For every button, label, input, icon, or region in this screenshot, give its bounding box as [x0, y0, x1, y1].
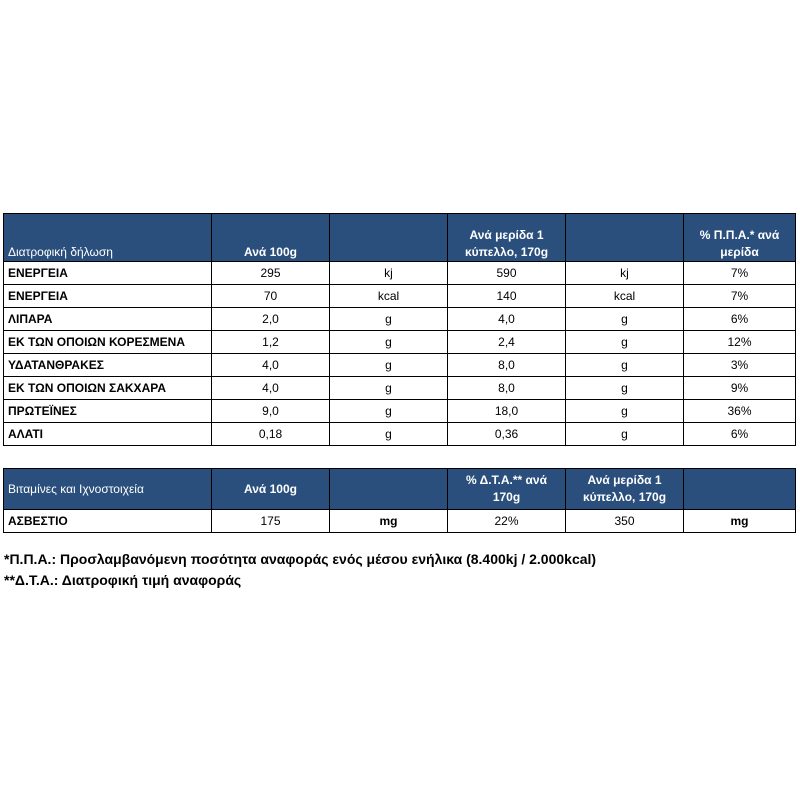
unit-serving: kcal: [566, 285, 684, 308]
nutrient-name: ΕΝΕΡΓΕΙΑ: [4, 262, 212, 285]
vitamins-header-unit1: [330, 469, 448, 510]
nutrient-name: ΕΝΕΡΓΕΙΑ: [4, 285, 212, 308]
per100-value: 295: [212, 262, 330, 285]
table-row: [4, 331, 796, 354]
vitamins-table: [3, 468, 796, 533]
pct-value: 22%: [448, 510, 566, 533]
per100-value: 9,0: [212, 400, 330, 423]
nutrition-header-per100: Ανά 100g: [212, 214, 330, 262]
unit-per100: kj: [330, 262, 448, 285]
per100-value: 4,0: [212, 377, 330, 400]
unit-per100: g: [330, 354, 448, 377]
footnote-ppa: *Π.Π.Α.: Προσλαμβανόμενη ποσότητα αναφοράς ενός μέσου ενήλικα (8.400kj / 2.000kcal): [4, 551, 597, 567]
vitamins-header-pct: % Δ.Τ.Α.** ανά 170g: [448, 469, 566, 510]
unit-serving: g: [566, 400, 684, 423]
serving-value: 350: [566, 510, 684, 533]
table-row: [4, 285, 796, 308]
table-row: [4, 377, 796, 400]
nutrition-header-label: Διατροφική δήλωση: [4, 214, 212, 262]
footnote-dta: **Δ.Τ.Α.: Διατροφική τιμή αναφοράς: [4, 572, 242, 588]
nutrition-header-row: [4, 214, 796, 262]
nutrient-name: ΥΔΑΤΑΝΘΡΑΚΕΣ: [4, 354, 212, 377]
serving-value: 8,0: [448, 354, 566, 377]
nutrient-name: ΕΚ ΤΩΝ ΟΠΟΙΩΝ ΣΑΚΧΑΡΑ: [4, 377, 212, 400]
unit-serving: g: [566, 354, 684, 377]
nutrient-name: ΠΡΩΤΕΪΝΕΣ: [4, 400, 212, 423]
per100-value: 1,2: [212, 331, 330, 354]
table-row: [4, 510, 796, 533]
vitamins-header-per100: Ανά 100g: [212, 469, 330, 510]
pct-value: 3%: [684, 354, 796, 377]
unit-per100: g: [330, 400, 448, 423]
per100-value: 175: [212, 510, 330, 533]
per100-value: 4,0: [212, 354, 330, 377]
unit-per100: g: [330, 308, 448, 331]
unit-serving: kj: [566, 262, 684, 285]
unit-serving: g: [566, 308, 684, 331]
vitamins-header-serving: Ανά μερίδα 1 κύπελλο, 170g: [566, 469, 684, 510]
unit-serving: g: [566, 377, 684, 400]
serving-value: 0,36: [448, 423, 566, 446]
pct-value: 7%: [684, 262, 796, 285]
serving-value: 18,0: [448, 400, 566, 423]
serving-value: 140: [448, 285, 566, 308]
serving-value: 590: [448, 262, 566, 285]
unit-serving: g: [566, 331, 684, 354]
table-row: [4, 354, 796, 377]
unit-serving: mg: [684, 510, 796, 533]
table-row: [4, 262, 796, 285]
serving-value: 8,0: [448, 377, 566, 400]
pct-value: 6%: [684, 423, 796, 446]
per100-value: 0,18: [212, 423, 330, 446]
nutrient-name: ΑΛΑΤΙ: [4, 423, 212, 446]
pct-value: 6%: [684, 308, 796, 331]
unit-per100: g: [330, 423, 448, 446]
nutrition-header-serving: Ανά μερίδα 1 κύπελλο, 170g: [448, 214, 566, 262]
unit-serving: g: [566, 423, 684, 446]
pct-value: 36%: [684, 400, 796, 423]
per100-value: 70: [212, 285, 330, 308]
pct-value: 9%: [684, 377, 796, 400]
vitamins-header-unit2: [684, 469, 796, 510]
serving-value: 2,4: [448, 331, 566, 354]
nutrition-header-pct: % Π.Π.Α.* ανά μερίδα: [684, 214, 796, 262]
pct-value: 12%: [684, 331, 796, 354]
per100-value: 2,0: [212, 308, 330, 331]
nutrition-header-unit2: [566, 214, 684, 262]
table-row: [4, 308, 796, 331]
vitamins-header-row: [4, 469, 796, 510]
unit-per100: g: [330, 331, 448, 354]
nutrient-name: ΕΚ ΤΩΝ ΟΠΟΙΩΝ ΚΟΡΕΣΜΕΝΑ: [4, 331, 212, 354]
nutrient-name: ΛΙΠΑΡΑ: [4, 308, 212, 331]
nutrition-header-unit1: [330, 214, 448, 262]
unit-per100: g: [330, 377, 448, 400]
unit-per100: mg: [330, 510, 448, 533]
serving-value: 4,0: [448, 308, 566, 331]
nutrition-table: [3, 213, 796, 446]
pct-value: 7%: [684, 285, 796, 308]
mineral-name: ΑΣΒΕΣΤΙΟ: [4, 510, 212, 533]
table-row: [4, 423, 796, 446]
table-row: [4, 400, 796, 423]
vitamins-header-label: Βιταμίνες και Ιχνοστοιχεία: [4, 469, 212, 510]
unit-per100: kcal: [330, 285, 448, 308]
